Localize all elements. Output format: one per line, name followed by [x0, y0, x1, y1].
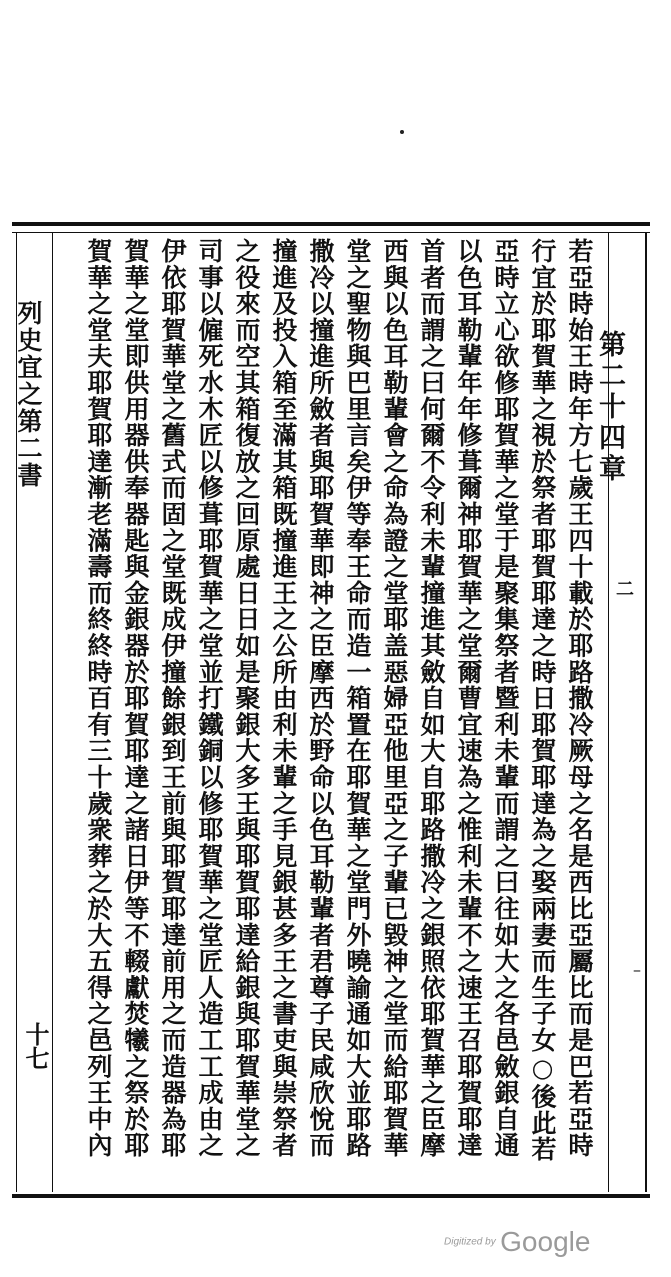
text-column: 若亞時始王時年方七歲王四十載於耶路撒冷厥母之名是西比亞屬比而是巴若亞時: [565, 238, 594, 1159]
right-border: [645, 232, 647, 1192]
text-column: 司事以僱死水木匠以修葺耶賀華之堂並打鐵銅以修耶賀華之堂匠人造工工成由之: [195, 238, 224, 1159]
folio-number: 十七: [21, 1022, 50, 1070]
text-column: 撞進及投入箱至滿其箱既撞進王之公所由利未輩之手見銀甚多王之書吏與崇祭者: [269, 238, 298, 1159]
chapter-title: 第二十四章: [594, 330, 625, 485]
side-title: 列史宜之第二書: [14, 300, 43, 489]
ink-dot: [400, 130, 404, 134]
text-column: 賀華之堂夫耶賀耶達漸老滿壽而終終時百有三十歲衆葬之於大五得之邑列王中內: [84, 238, 113, 1159]
text-column: 以色耳勒輩年年修葺爾神耶賀華之堂爾曹宜速為之惟利未輩不之速王召耶賀耶達: [454, 238, 483, 1159]
margin-mark: –: [633, 960, 641, 979]
text-column: 撒冷以撞進所斂者與耶賀華即神之臣摩西於野命以色耳勒輩者君尊子民咸欣悅而: [306, 238, 335, 1159]
text-column: 行宜於耶賀華之視於祭者耶賀耶達之時日耶賀耶達為之娶兩妻而生子女○後此若: [528, 238, 557, 1163]
text-column: 西與以色耳勒輩會之命為證之堂耶盖惡婦亞他里亞之子輩已毀神之堂而給耶賀華: [380, 238, 409, 1159]
text-column: 堂之聖物與巴里言矣伊等奉王命而造一箱置在耶賀華之堂門外曉諭通如大並耶路: [343, 238, 372, 1159]
text-column: 賀華之堂即供用器供奉器匙與金銀器於耶賀耶達之諸日伊等不輟獻焚犧之祭於耶: [121, 238, 150, 1159]
top-rule: [12, 232, 650, 233]
text-column: 首者而謂之曰何爾不令利未輩撞進其斂自如大自耶路撒冷之銀照依耶賀華之臣摩: [417, 238, 446, 1159]
watermark-brand: Google: [500, 1226, 591, 1257]
right-margin-number: 二: [616, 579, 634, 600]
google-watermark: [444, 1226, 590, 1258]
text-column: 之役來而空其箱復放之回原處日日如是聚銀大多王與耶賀耶達給銀與耶賀華堂之: [232, 238, 261, 1159]
text-column: 亞時立心欲修耶賀華之堂于是聚集祭者暨利未輩而謂之曰往如大之各邑斂銀自通: [491, 238, 520, 1159]
text-column: 伊依耶賀華堂之舊式而固之堂既成伊撞餘銀到王前與耶賀耶達前用之而造器為耶: [158, 238, 187, 1159]
watermark-prefix: Digitized by: [444, 1236, 496, 1248]
